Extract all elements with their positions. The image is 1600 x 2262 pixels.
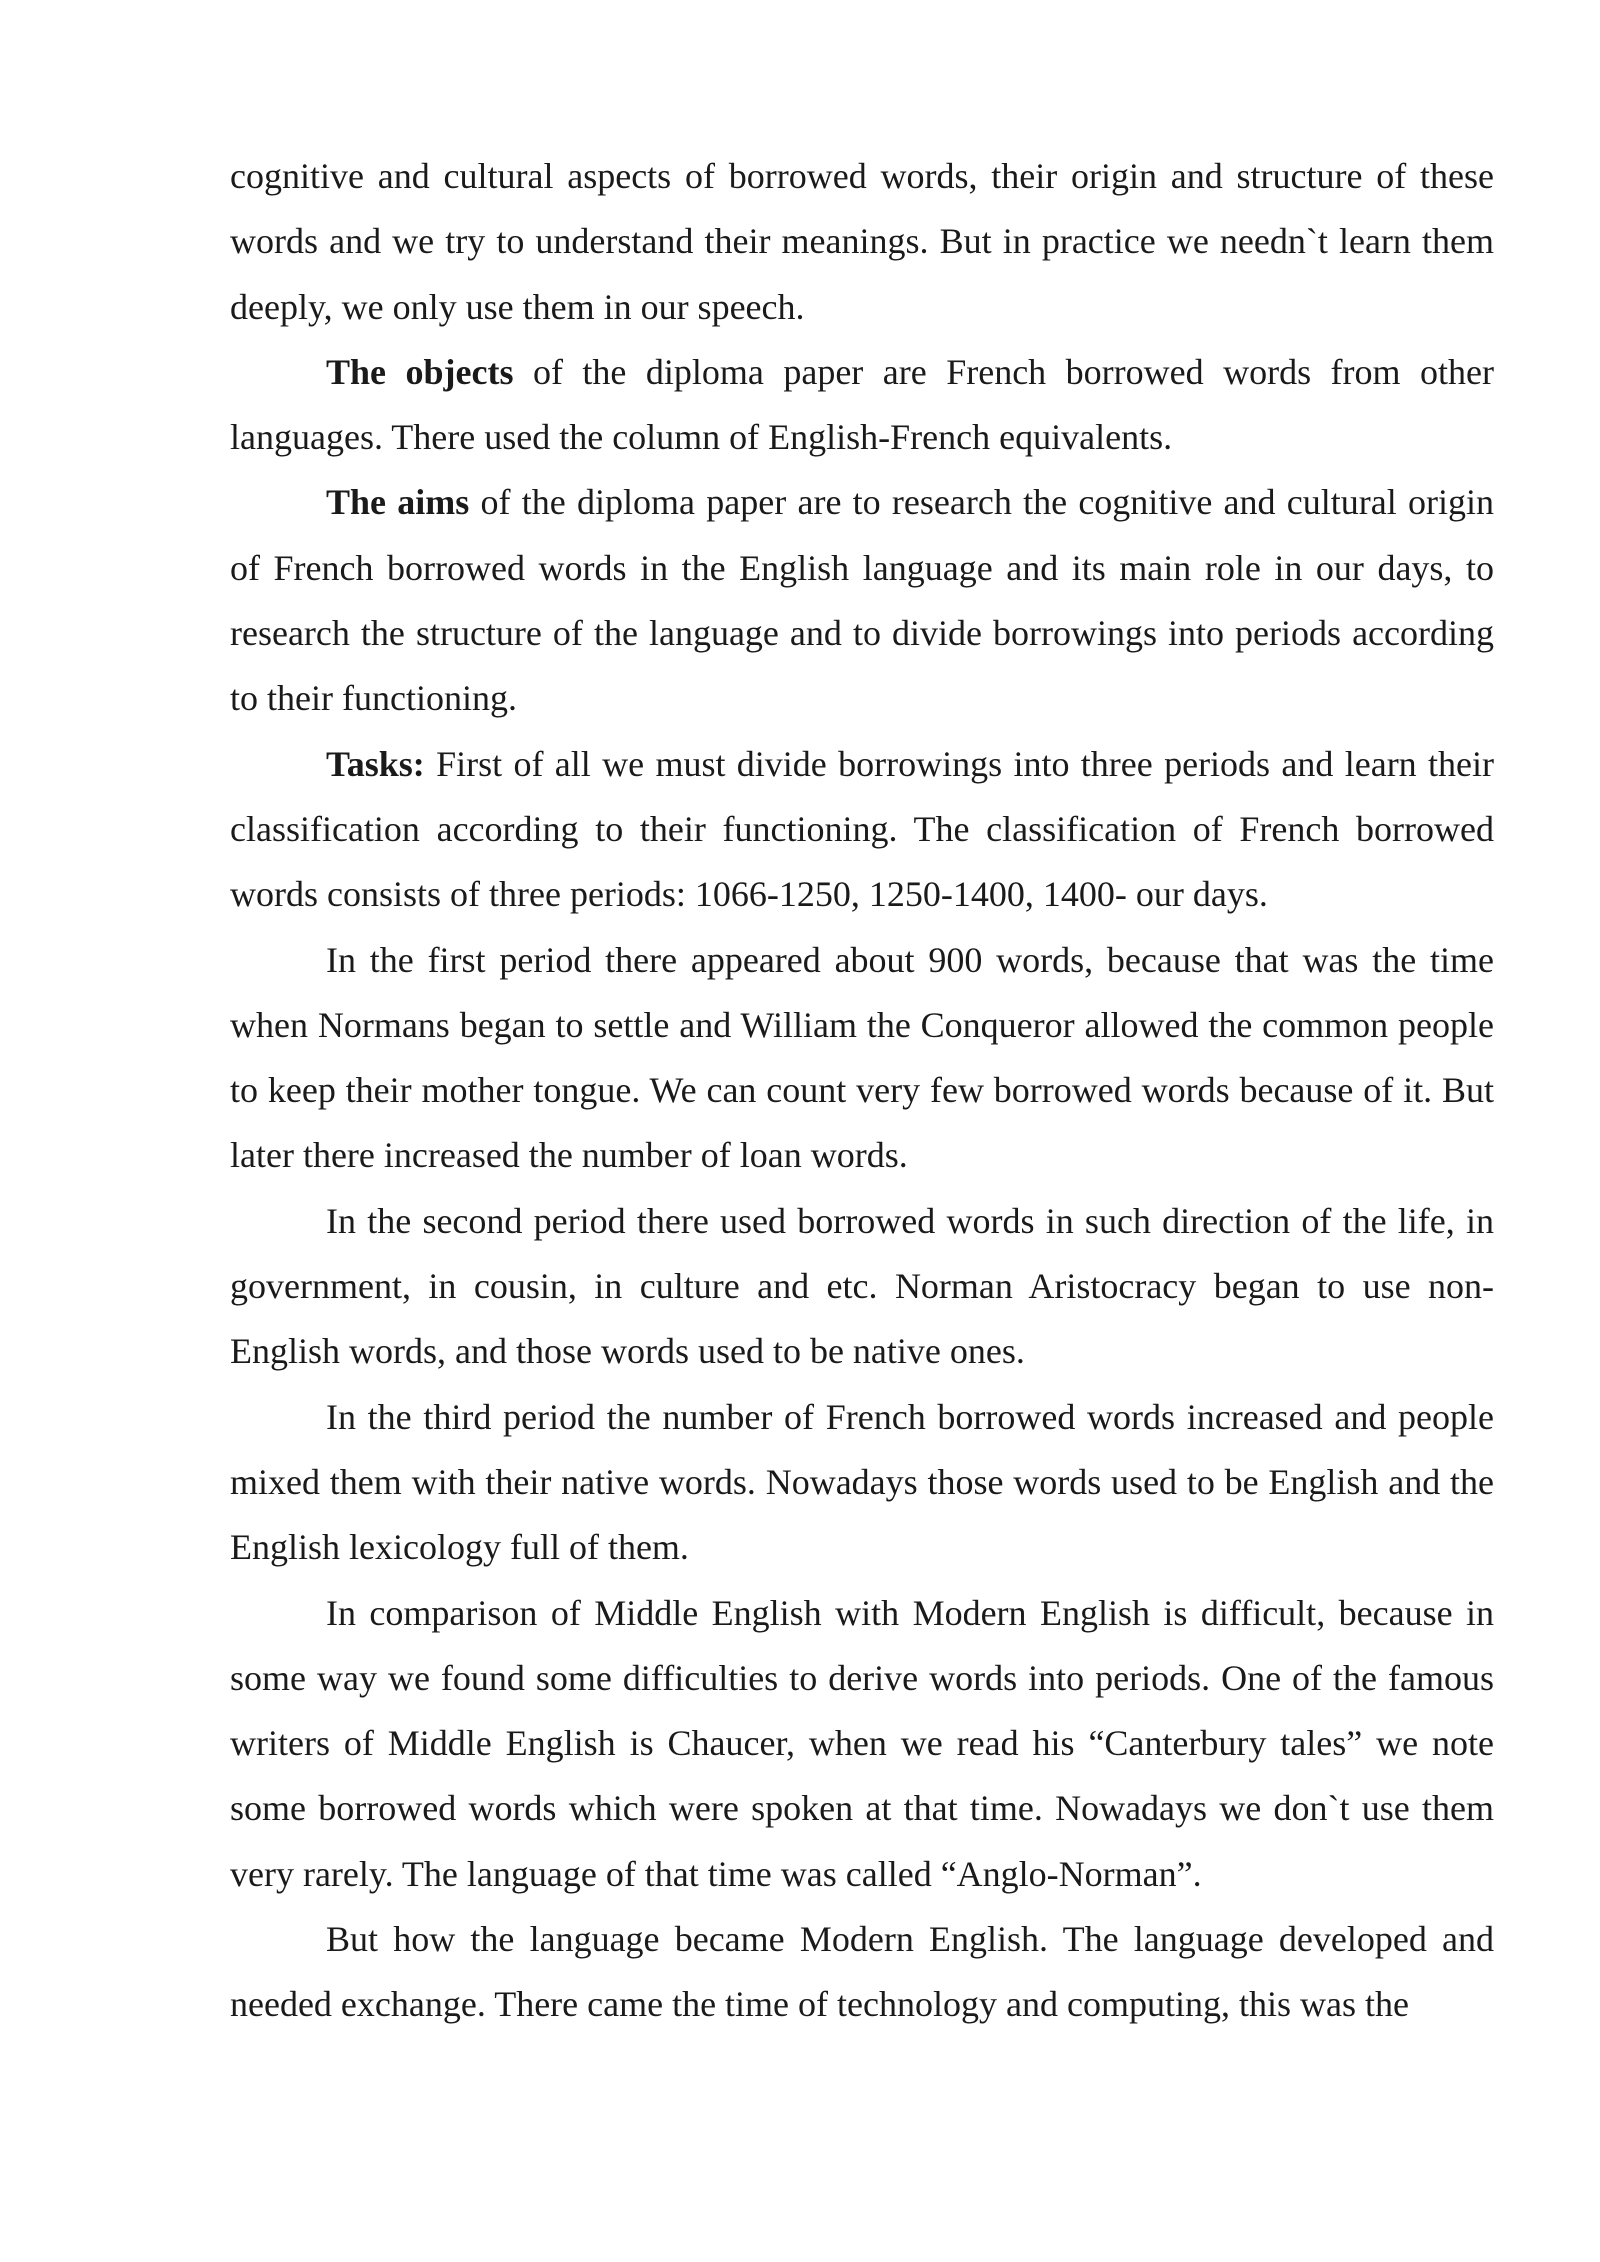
paragraph-objects — [230, 340, 1494, 471]
paragraph-text: In the first period there appeared about 900 words, because that was the time when Normans began to settle and William the Conqueror allowed the common people to keep their mother tongue. We can count very few borrowed words because of it. But later there increased the number of loan words. — [230, 939, 1494, 1176]
paragraph-text: cognitive and cultural aspects of borrowed words, their origin and structure of these words and we try to understand their meanings. But in practice we needn`t learn them deeply, we only use them in our speech. — [230, 156, 1494, 327]
paragraph-lead-tasks: Tasks: — [326, 743, 425, 784]
paragraph-lead-objects: The objects — [326, 351, 514, 392]
paragraph-intro-continuation — [230, 144, 1494, 340]
paragraph-text: In comparison of Middle English with Modern English is difficult, because in some way we found some difficulties to derive words into periods. One of the famous writers of Middle English is Chaucer, when we read his “Canterbury tales” we note some borrowed words which were spoken at that time. Nowadays we don`t use them very rarely. The language of that time was called “Anglo-Norman”. — [230, 1592, 1494, 1894]
paragraph-comparison — [230, 1581, 1494, 1907]
paragraph-modern-english — [230, 1907, 1494, 2038]
paragraph-text: of the diploma paper are to research the cognitive and cultural origin of French borrowed words in the English language and its main role in our days, to research the structure of the language and to divide borrowings into periods according to their functioning. — [230, 482, 1494, 719]
paragraph-text: of the diploma paper are French borrowed words from other languages. There used the column of English-French equivalents. — [230, 351, 1494, 458]
paragraph-text: In the second period there used borrowed words in such direction of the life, in government, in cousin, in culture and etc. Norman Aristocracy began to use non-English words, and those words used to be native ones. — [230, 1200, 1494, 1372]
paragraph-lead-aims: The aims — [326, 482, 470, 523]
paragraph-text: First of all we must divide borrowings into three periods and learn their classification according to their functioning. The classification of French borrowed words consists of three periods: 1066-1250, 1250-1400, 1400- our days. — [230, 743, 1494, 915]
paragraph-tasks — [230, 732, 1494, 928]
paragraph-text: But how the language became Modern English. The language developed and needed exchange. There came the time of technology and computing, this was the — [230, 1919, 1494, 2025]
paragraph-third-period — [230, 1385, 1494, 1581]
paragraph-second-period — [230, 1189, 1494, 1385]
paragraph-text: In the third period the number of French borrowed words increased and people mixed them with their native words. Nowadays those words used to be English and the English lexicology full of them. — [230, 1396, 1494, 1568]
paragraph-aims — [230, 470, 1494, 731]
document-body — [230, 144, 1494, 2038]
paragraph-first-period — [230, 928, 1494, 1189]
